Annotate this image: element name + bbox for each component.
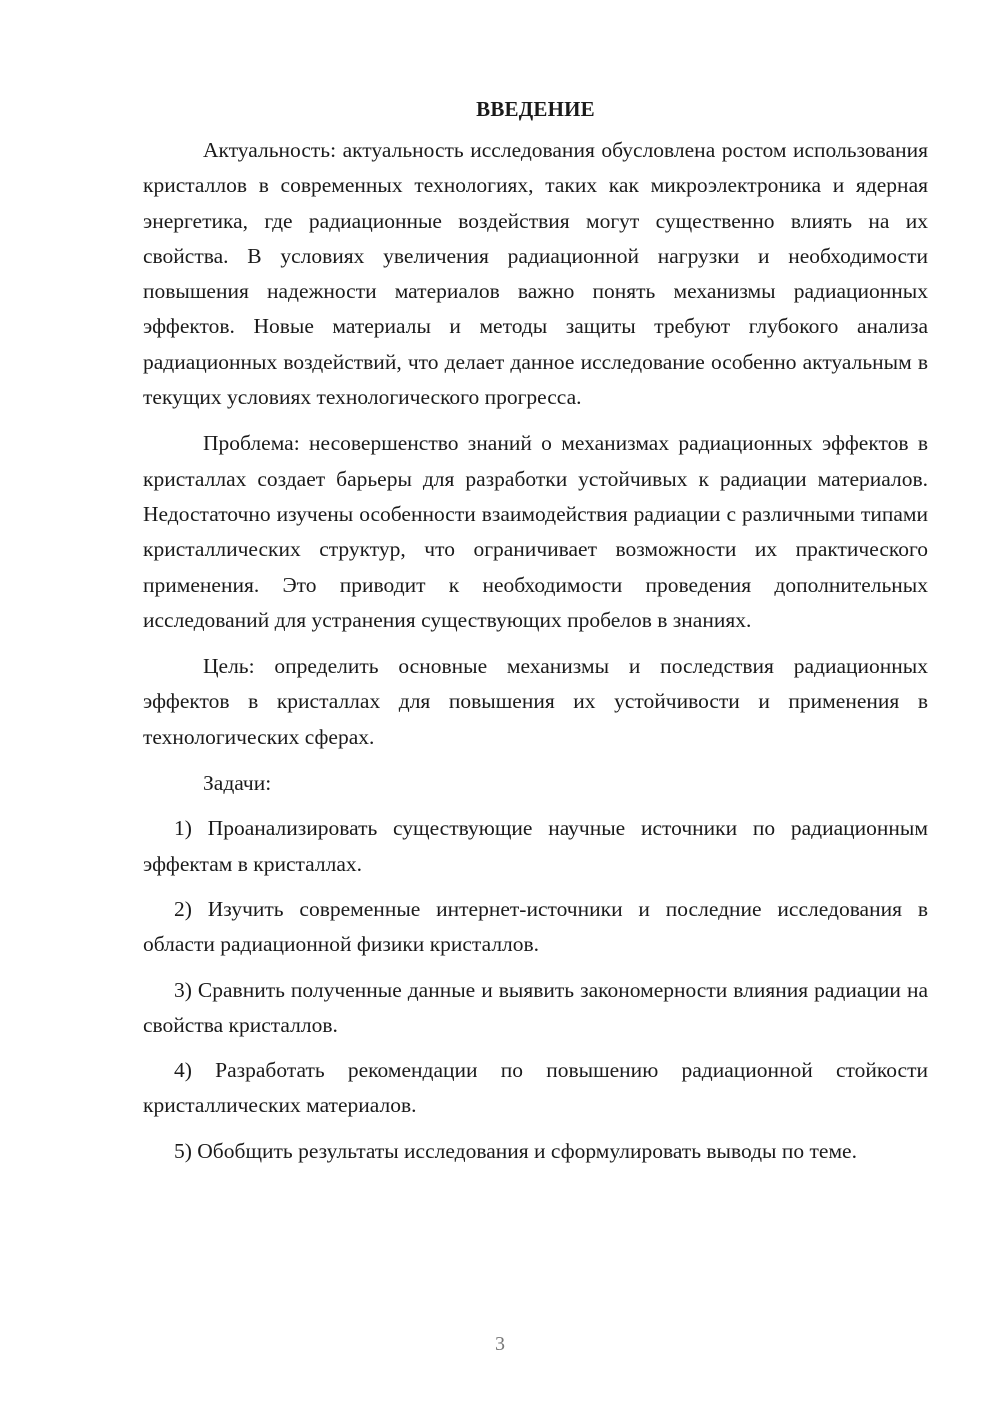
paragraph-problem: Проблема: несовершенство знаний о механизмах радиационных эффектов в кристаллах создает барьеры для разработки устойчивых к радиации материалов. Недостаточно изучены особенности взаимодействия радиации с различными типами кристаллических структур, что ограничивает возможности их практического применения. Это приводит к необходимости проведения дополнительных исследований для устранения существующих пробелов в знаниях. [143, 431, 928, 632]
paragraph-goal: Цель: определить основные механизмы и последствия радиационных эффектов в кристаллах для повышения их устойчивости и применения в технологических сферах. [143, 654, 928, 749]
task-item-4: 4) Разработать рекомендации по повышению радиационной стойкости кристаллических материалов. [143, 1058, 928, 1118]
section-title: ВВЕДЕНИЕ [476, 97, 595, 121]
document-page [143, 92, 928, 1179]
task-item-2: 2) Изучить современные интернет-источники и последние исследования в области радиационной физики кристаллов. [143, 896, 928, 957]
page-number: 3 [495, 1333, 505, 1355]
paragraph-relevance: Актуальность: актуальность исследования обусловлена ростом использования кристаллов в современных технологиях, таких как микроэлектроника и ядерная энергетика, где радиационные воздействия могут существенно влиять на их свойства. В условиях увеличения радиационной нагрузки и необходимости повышения надежности материалов важно понять механизмы радиационных эффектов. Новые материалы и методы защиты требуют глубокого анализа радиационных воздействий, что делает данное исследование особенно актуальным в текущих условиях технологического прогресса. [143, 138, 928, 410]
tasks-heading: Задачи: [203, 771, 272, 796]
task-item-3: 3) Сравнить полученные данные и выявить закономерности влияния радиации на свойства кристаллов. [143, 977, 928, 1037]
task-item-5: 5) Обобщить результаты исследования и сформулировать выводы по теме. [174, 1138, 857, 1163]
task-item-1: 1) Проанализировать существующие научные источники по радиационным эффектам в кристаллах. [143, 816, 928, 876]
